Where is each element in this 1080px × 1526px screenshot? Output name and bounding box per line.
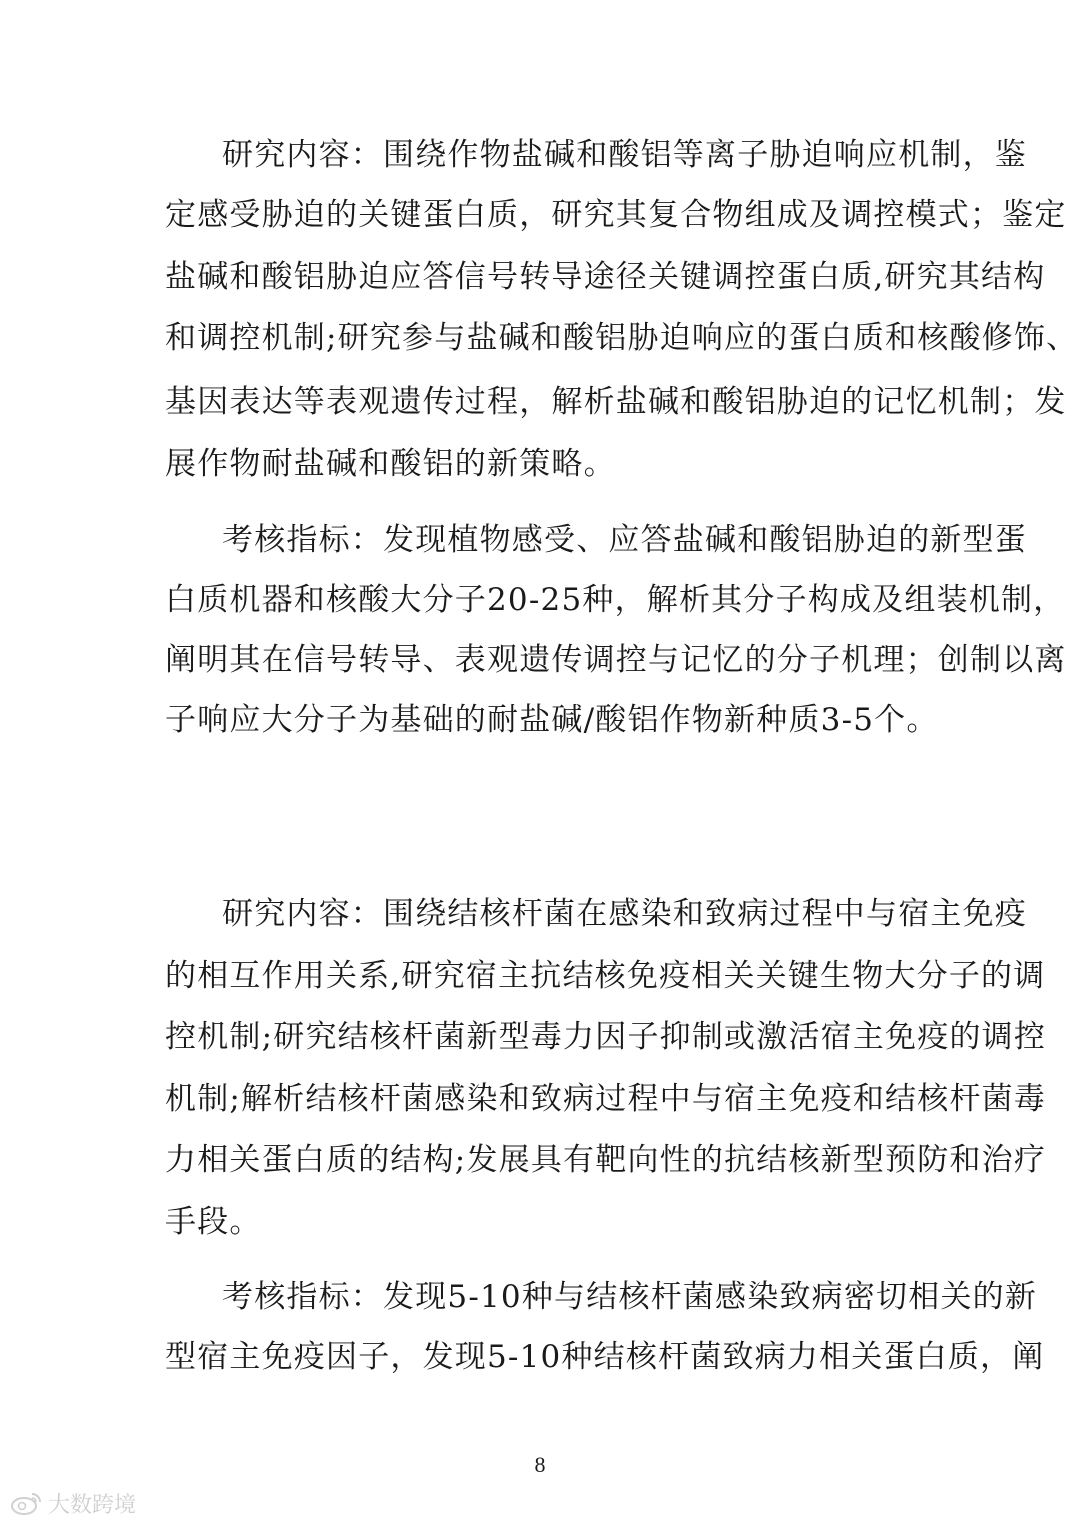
paragraph-1-line-4: 和调控机制;研究参与盐碱和酸铝胁迫响应的蛋白质和核酸修饰、 [165, 320, 1079, 356]
paragraph-3-line-3: 控机制;研究结核杆菌新型毒力因子抑制或激活宿主免疫的调控 [165, 1019, 1047, 1055]
paragraph-2-line-1: 考核指标：发现植物感受、应答盐碱和酸铝胁迫的新型蛋 [222, 522, 1027, 558]
watermark-text: 大数跨境 [48, 1492, 137, 1518]
paragraph-2-line-2: 白质机器和核酸大分子20-25种，解析其分子构成及组装机制， [165, 582, 1066, 618]
paragraph-3-line-5: 力相关蛋白质的结构;发展具有靶向性的抗结核新型预防和治疗 [165, 1142, 1047, 1178]
paragraph-4-line-1: 考核指标：发现5-10种与结核杆菌感染致病密切相关的新 [222, 1279, 1038, 1315]
watermark [10, 1488, 136, 1518]
paragraph-3-line-2: 的相互作用关系,研究宿主抗结核免疫相关关键生物大分子的调 [165, 958, 1046, 994]
paragraph-3-line-1: 研究内容：围绕结核杆菌在感染和致病过程中与宿主免疫 [222, 896, 1027, 932]
page-number: 8 [534, 1452, 546, 1477]
paragraph-1-line-6: 展作物耐盐碱和酸铝的新策略。 [165, 446, 616, 482]
paragraph-3-line-6: 手段。 [165, 1204, 262, 1240]
paragraph-1-line-5: 基因表达等表观遗传过程，解析盐碱和酸铝胁迫的记忆机制；发 [165, 384, 1067, 420]
paragraph-1-line-3: 盐碱和酸铝胁迫应答信号转导途径关键调控蛋白质,研究其结构 [165, 259, 1046, 295]
weibo-logo-icon [10, 1490, 44, 1516]
paragraph-2-line-4: 子响应大分子为基础的耐盐碱/酸铝作物新种质3-5个。 [165, 702, 939, 738]
paragraph-1-line-1: 研究内容：围绕作物盐碱和酸铝等离子胁迫响应机制，鉴 [222, 137, 1027, 173]
paragraph-1-line-2: 定感受胁迫的关键蛋白质，研究其复合物组成及调控模式；鉴定 [165, 197, 1067, 233]
paragraph-4-line-2: 型宿主免疫因子，发现5-10种结核杆菌致病力相关蛋白质，阐 [165, 1339, 1045, 1375]
paragraph-3-line-4: 机制;解析结核杆菌感染和致病过程中与宿主免疫和结核杆菌毒 [165, 1081, 1047, 1117]
paragraph-2-line-3: 阐明其在信号转导、表观遗传调控与记忆的分子机理；创制以离 [165, 642, 1067, 678]
